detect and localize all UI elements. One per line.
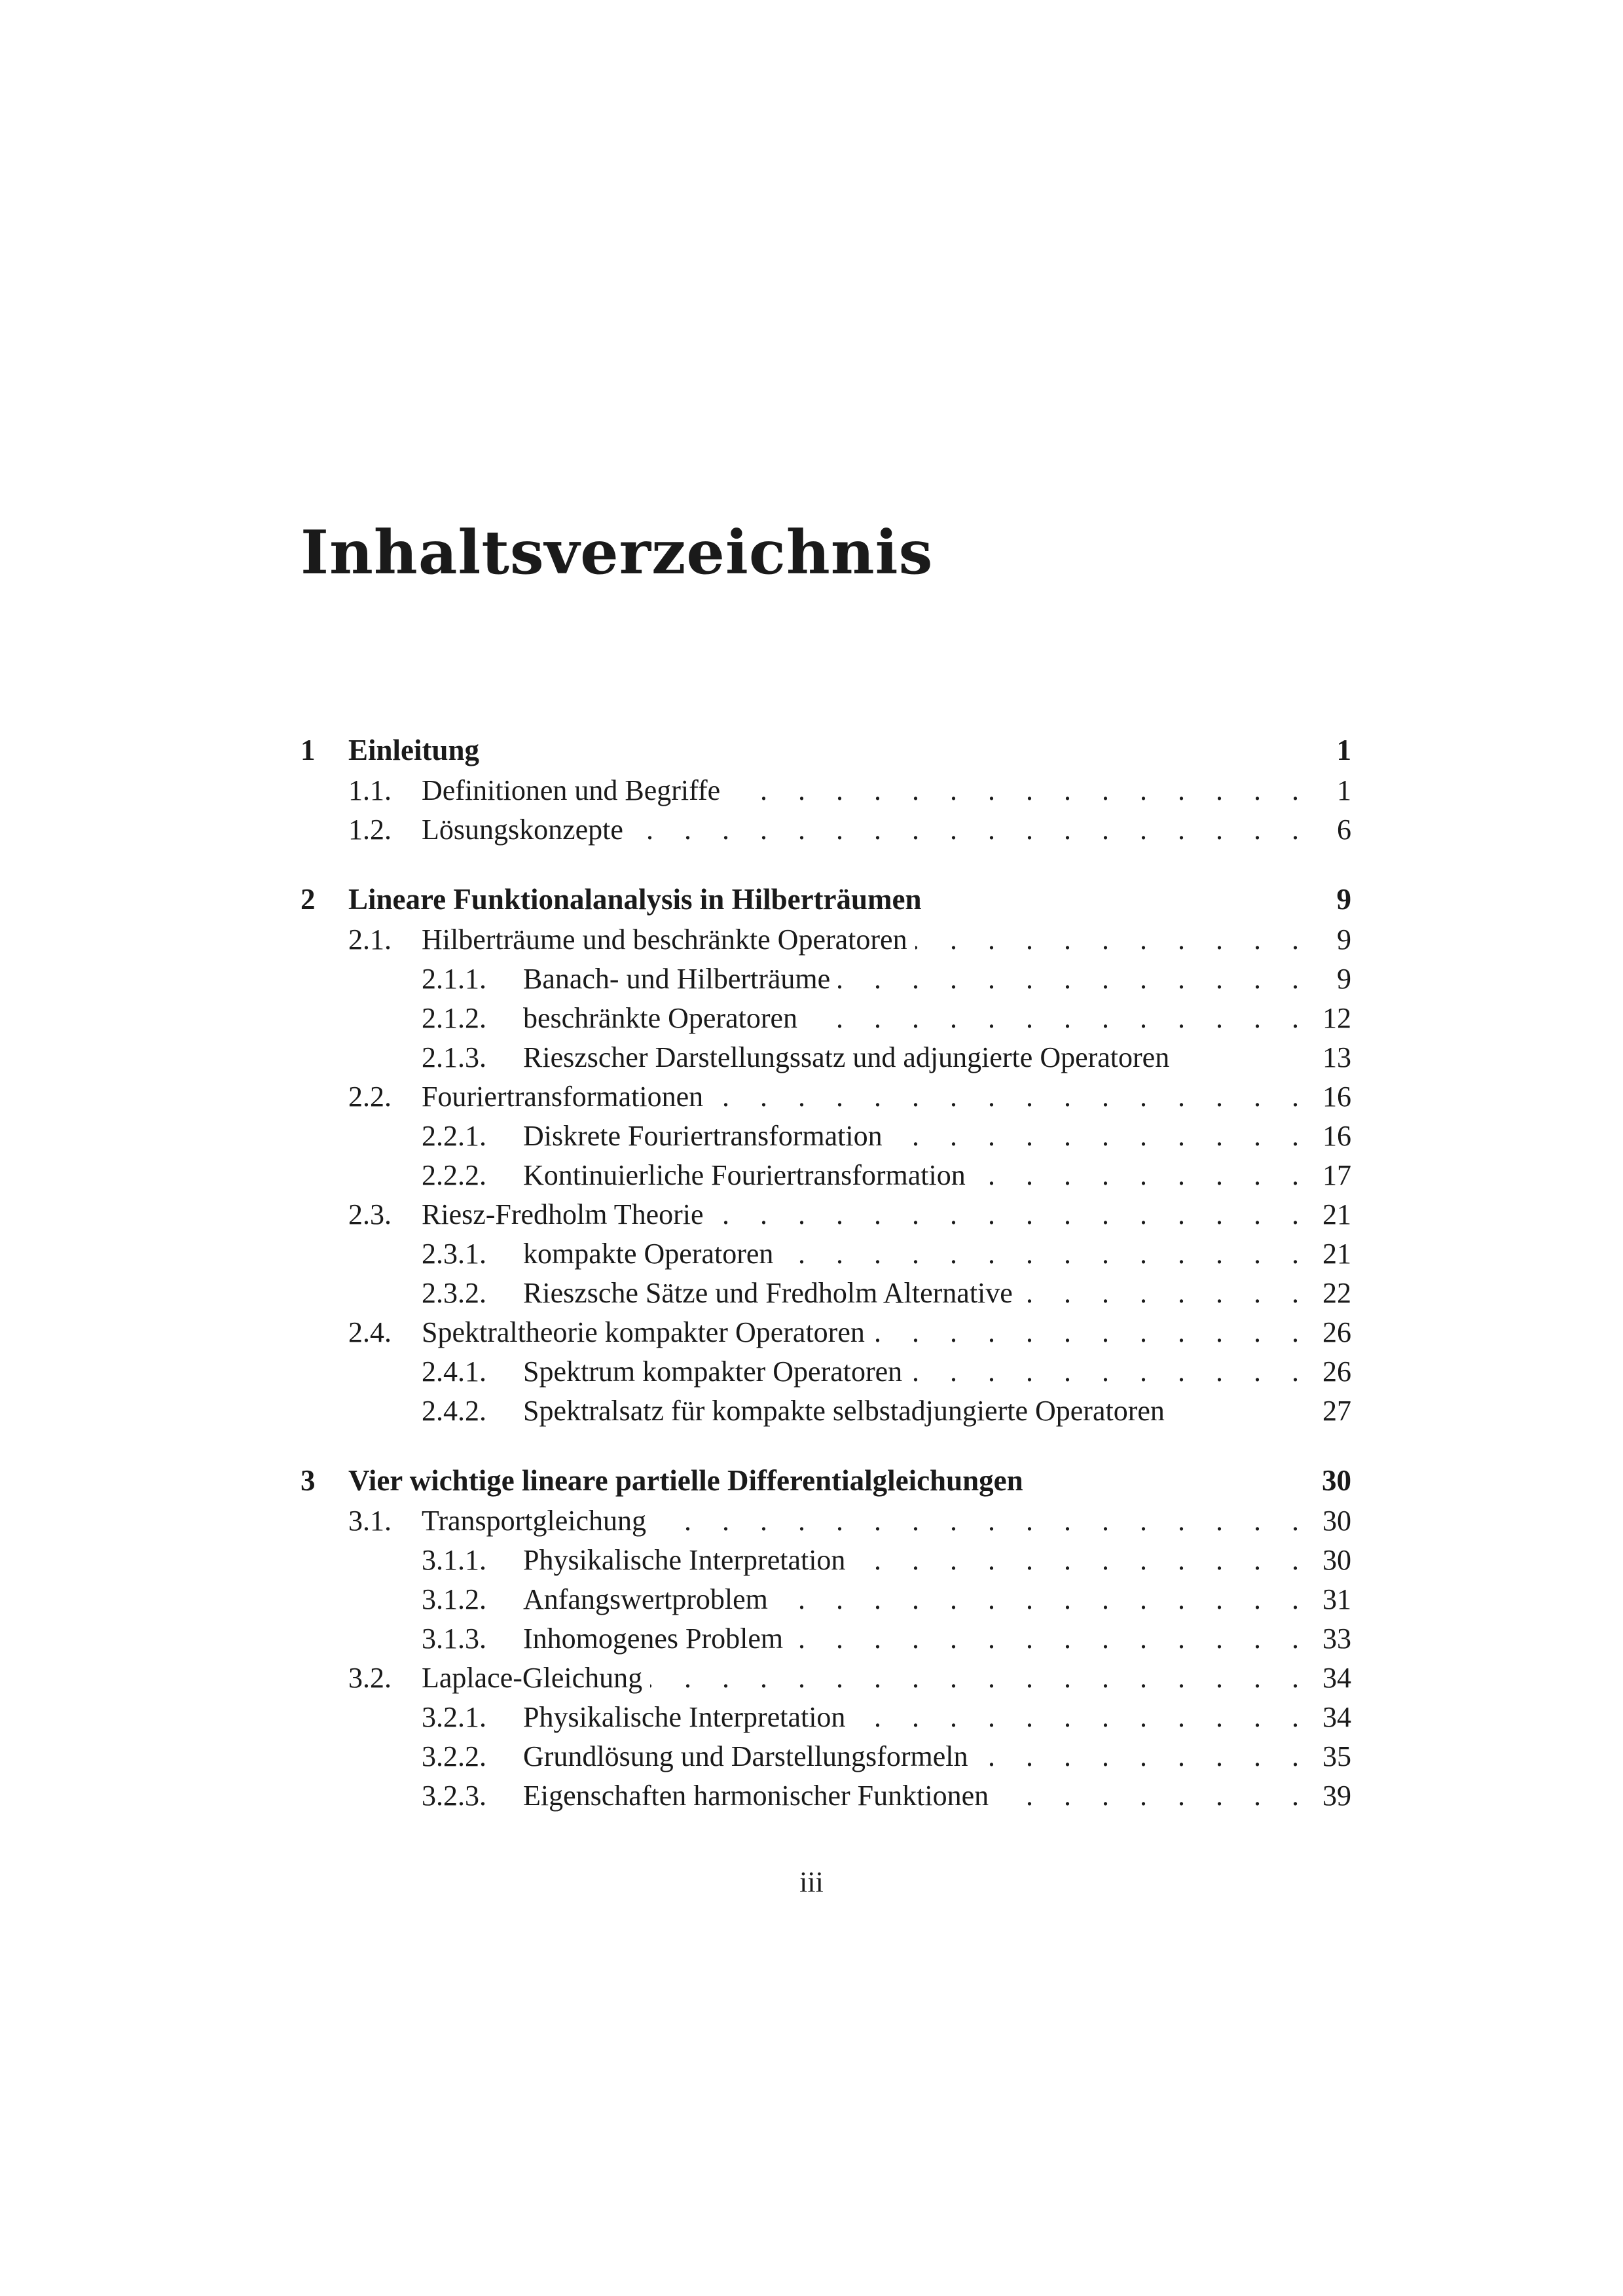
dot-leader bbox=[974, 1156, 1311, 1195]
section-number: 3.2. bbox=[348, 1662, 392, 1694]
page-number: 6 bbox=[1337, 814, 1351, 846]
subsection-title: Eigenschaften harmonischer Funktionen bbox=[523, 1780, 989, 1812]
dot-leader bbox=[712, 1195, 1311, 1234]
table-of-contents bbox=[301, 730, 1351, 1845]
subsection-title: Physikalische Interpretation bbox=[523, 1544, 846, 1576]
page-number: 35 bbox=[1322, 1740, 1351, 1772]
page-number: 33 bbox=[1322, 1623, 1351, 1655]
section-title: Definitionen und Begriffe bbox=[422, 774, 721, 806]
dot-leader bbox=[996, 1776, 1311, 1816]
page-number: 30 bbox=[1322, 1505, 1351, 1537]
toc-chapter-entry[interactable] bbox=[301, 730, 1351, 771]
toc-subsection-entry[interactable] bbox=[301, 1038, 1351, 1077]
toc-subsection-entry[interactable] bbox=[301, 1391, 1351, 1431]
toc-subsection-entry[interactable] bbox=[301, 1698, 1351, 1737]
toc-chapter-2 bbox=[301, 879, 1351, 1431]
subsection-number: 3.1.2. bbox=[422, 1583, 486, 1615]
dot-leader bbox=[781, 1234, 1311, 1274]
section-number: 2.3. bbox=[348, 1198, 392, 1230]
section-title: Lösungskonzepte bbox=[422, 814, 623, 846]
subsection-number: 2.1.3. bbox=[422, 1041, 486, 1073]
page-number: 22 bbox=[1322, 1277, 1351, 1309]
dot-leader bbox=[728, 771, 1311, 810]
page-number: 16 bbox=[1322, 1120, 1351, 1152]
subsection-number: 2.4.2. bbox=[422, 1395, 486, 1427]
page-number: 30 bbox=[1322, 1464, 1351, 1497]
page-footer-number: iii bbox=[799, 1866, 824, 1898]
dot-leader bbox=[791, 1619, 1311, 1659]
dot-leader bbox=[805, 999, 1311, 1038]
toc-subsection-entry[interactable] bbox=[301, 1274, 1351, 1313]
toc-subsection-entry[interactable] bbox=[301, 1541, 1351, 1580]
dot-leader bbox=[915, 920, 1311, 960]
page-number: 1 bbox=[1336, 734, 1351, 766]
subsection-title: Rieszsche Sätze und Fredholm Alternative bbox=[523, 1277, 1013, 1309]
page-number: 27 bbox=[1322, 1395, 1351, 1427]
dot-leader bbox=[650, 1659, 1311, 1698]
toc-subsection-entry[interactable] bbox=[301, 960, 1351, 999]
page-number: 13 bbox=[1322, 1041, 1351, 1073]
subsection-title: Physikalische Interpretation bbox=[523, 1701, 846, 1733]
subsection-number: 3.1.1. bbox=[422, 1544, 486, 1576]
section-title: Riesz-Fredholm Theorie bbox=[422, 1198, 704, 1230]
page-number: 26 bbox=[1322, 1355, 1351, 1388]
toc-subsection-entry[interactable] bbox=[301, 1619, 1351, 1659]
section-number: 2.1. bbox=[348, 924, 392, 956]
dot-leader bbox=[853, 1698, 1311, 1737]
chapter-title: Einleitung bbox=[348, 734, 480, 766]
toc-chapter-entry[interactable] bbox=[301, 879, 1351, 920]
subsection-title: Anfangswertproblem bbox=[523, 1583, 768, 1615]
subsection-number: 2.2.1. bbox=[422, 1120, 486, 1152]
chapter-title: Lineare Funktionalanalysis in Hilberträumen bbox=[348, 883, 922, 916]
page-title: Inhaltsverzeichnis bbox=[301, 517, 934, 588]
page-number: 34 bbox=[1322, 1701, 1351, 1733]
dot-leader bbox=[1021, 1274, 1311, 1313]
dot-leader bbox=[910, 1352, 1311, 1391]
toc-subsection-entry[interactable] bbox=[301, 1352, 1351, 1391]
toc-subsection-entry[interactable] bbox=[301, 1234, 1351, 1274]
page-number: 9 bbox=[1337, 963, 1351, 995]
dot-leader bbox=[776, 1580, 1311, 1619]
subsection-number: 2.1.1. bbox=[422, 963, 486, 995]
subsection-title: beschränkte Operatoren bbox=[523, 1002, 798, 1034]
toc-subsection-entry[interactable] bbox=[301, 1156, 1351, 1195]
subsection-number: 2.1.2. bbox=[422, 1002, 486, 1034]
page-number: 12 bbox=[1322, 1002, 1351, 1034]
dot-leader bbox=[838, 960, 1311, 999]
subsection-title: Spektrum kompakter Operatoren bbox=[523, 1355, 903, 1388]
subsection-title: kompakte Operatoren bbox=[523, 1238, 774, 1270]
dot-leader bbox=[853, 1541, 1311, 1580]
page-number: 1 bbox=[1337, 774, 1351, 806]
page-number: 17 bbox=[1322, 1159, 1351, 1191]
dot-leader bbox=[873, 1313, 1311, 1352]
dot-leader bbox=[890, 1117, 1311, 1156]
page-number: 39 bbox=[1322, 1780, 1351, 1812]
subsection-title: Kontinuierliche Fouriertransformation bbox=[523, 1159, 966, 1191]
dot-leader bbox=[631, 810, 1311, 850]
toc-section-entry[interactable] bbox=[301, 1195, 1351, 1234]
section-number: 3.1. bbox=[348, 1505, 392, 1537]
page-number: 30 bbox=[1322, 1544, 1351, 1576]
subsection-title: Grundlösung und Darstellungsformeln bbox=[523, 1740, 968, 1772]
dot-leader bbox=[976, 1737, 1311, 1776]
page-number: 16 bbox=[1322, 1081, 1351, 1113]
toc-subsection-entry[interactable] bbox=[301, 1580, 1351, 1619]
subsection-title: Banach- und Hilberträume bbox=[523, 963, 831, 995]
toc-section-entry[interactable] bbox=[301, 771, 1351, 810]
toc-section-entry[interactable] bbox=[301, 920, 1351, 960]
page-number: 34 bbox=[1322, 1662, 1351, 1694]
section-title: Fouriertransformationen bbox=[422, 1081, 704, 1113]
dot-leader bbox=[711, 1077, 1311, 1117]
subsection-number: 3.2.3. bbox=[422, 1780, 486, 1812]
page-number: 21 bbox=[1322, 1198, 1351, 1230]
section-title: Transportgleichung bbox=[422, 1505, 647, 1537]
subsection-title: Rieszscher Darstellungssatz und adjungierte Operatoren bbox=[523, 1041, 1170, 1073]
toc-section-entry[interactable] bbox=[301, 1077, 1351, 1117]
subsection-title: Spektralsatz für kompakte selbstadjungierte Operatoren bbox=[523, 1395, 1165, 1427]
page-number: 21 bbox=[1322, 1238, 1351, 1270]
chapter-title: Vier wichtige lineare partielle Differentialgleichungen bbox=[348, 1464, 1023, 1497]
subsection-title: Inhomogenes Problem bbox=[523, 1623, 784, 1655]
toc-subsection-entry[interactable] bbox=[301, 1776, 1351, 1816]
page-number: 9 bbox=[1336, 883, 1351, 916]
chapter-number: 2 bbox=[301, 883, 316, 916]
section-number: 2.4. bbox=[348, 1316, 392, 1348]
subsection-number: 3.2.1. bbox=[422, 1701, 486, 1733]
section-number: 1.1. bbox=[348, 774, 392, 806]
section-title: Spektraltheorie kompakter Operatoren bbox=[422, 1316, 865, 1348]
subsection-number: 2.4.1. bbox=[422, 1355, 486, 1388]
toc-section-entry[interactable] bbox=[301, 1313, 1351, 1352]
toc-subsection-entry[interactable] bbox=[301, 1117, 1351, 1156]
subsection-number: 2.3.2. bbox=[422, 1277, 486, 1309]
subsection-title: Diskrete Fouriertransformation bbox=[523, 1120, 883, 1152]
chapter-number: 3 bbox=[301, 1464, 316, 1497]
subsection-number: 2.2.2. bbox=[422, 1159, 486, 1191]
section-title: Laplace-Gleichung bbox=[422, 1662, 643, 1694]
toc-section-entry[interactable] bbox=[301, 1659, 1351, 1698]
section-number: 1.2. bbox=[348, 814, 392, 846]
toc-chapter-entry[interactable] bbox=[301, 1460, 1351, 1501]
subsection-number: 3.1.3. bbox=[422, 1623, 486, 1655]
section-number: 2.2. bbox=[348, 1081, 392, 1113]
toc-section-entry[interactable] bbox=[301, 1501, 1351, 1541]
chapter-number: 1 bbox=[301, 734, 316, 766]
subsection-number: 2.3.1. bbox=[422, 1238, 486, 1270]
toc-subsection-entry[interactable] bbox=[301, 1737, 1351, 1776]
page-number: 31 bbox=[1322, 1583, 1351, 1615]
section-title: Hilberträume und beschränkte Operatoren bbox=[422, 924, 907, 956]
page-number: 9 bbox=[1337, 924, 1351, 956]
toc-subsection-entry[interactable] bbox=[301, 999, 1351, 1038]
dot-leader bbox=[654, 1501, 1311, 1541]
toc-chapter-1 bbox=[301, 730, 1351, 850]
page-number: 26 bbox=[1322, 1316, 1351, 1348]
toc-section-entry[interactable] bbox=[301, 810, 1351, 850]
toc-chapter-3 bbox=[301, 1460, 1351, 1816]
subsection-number: 3.2.2. bbox=[422, 1740, 486, 1772]
